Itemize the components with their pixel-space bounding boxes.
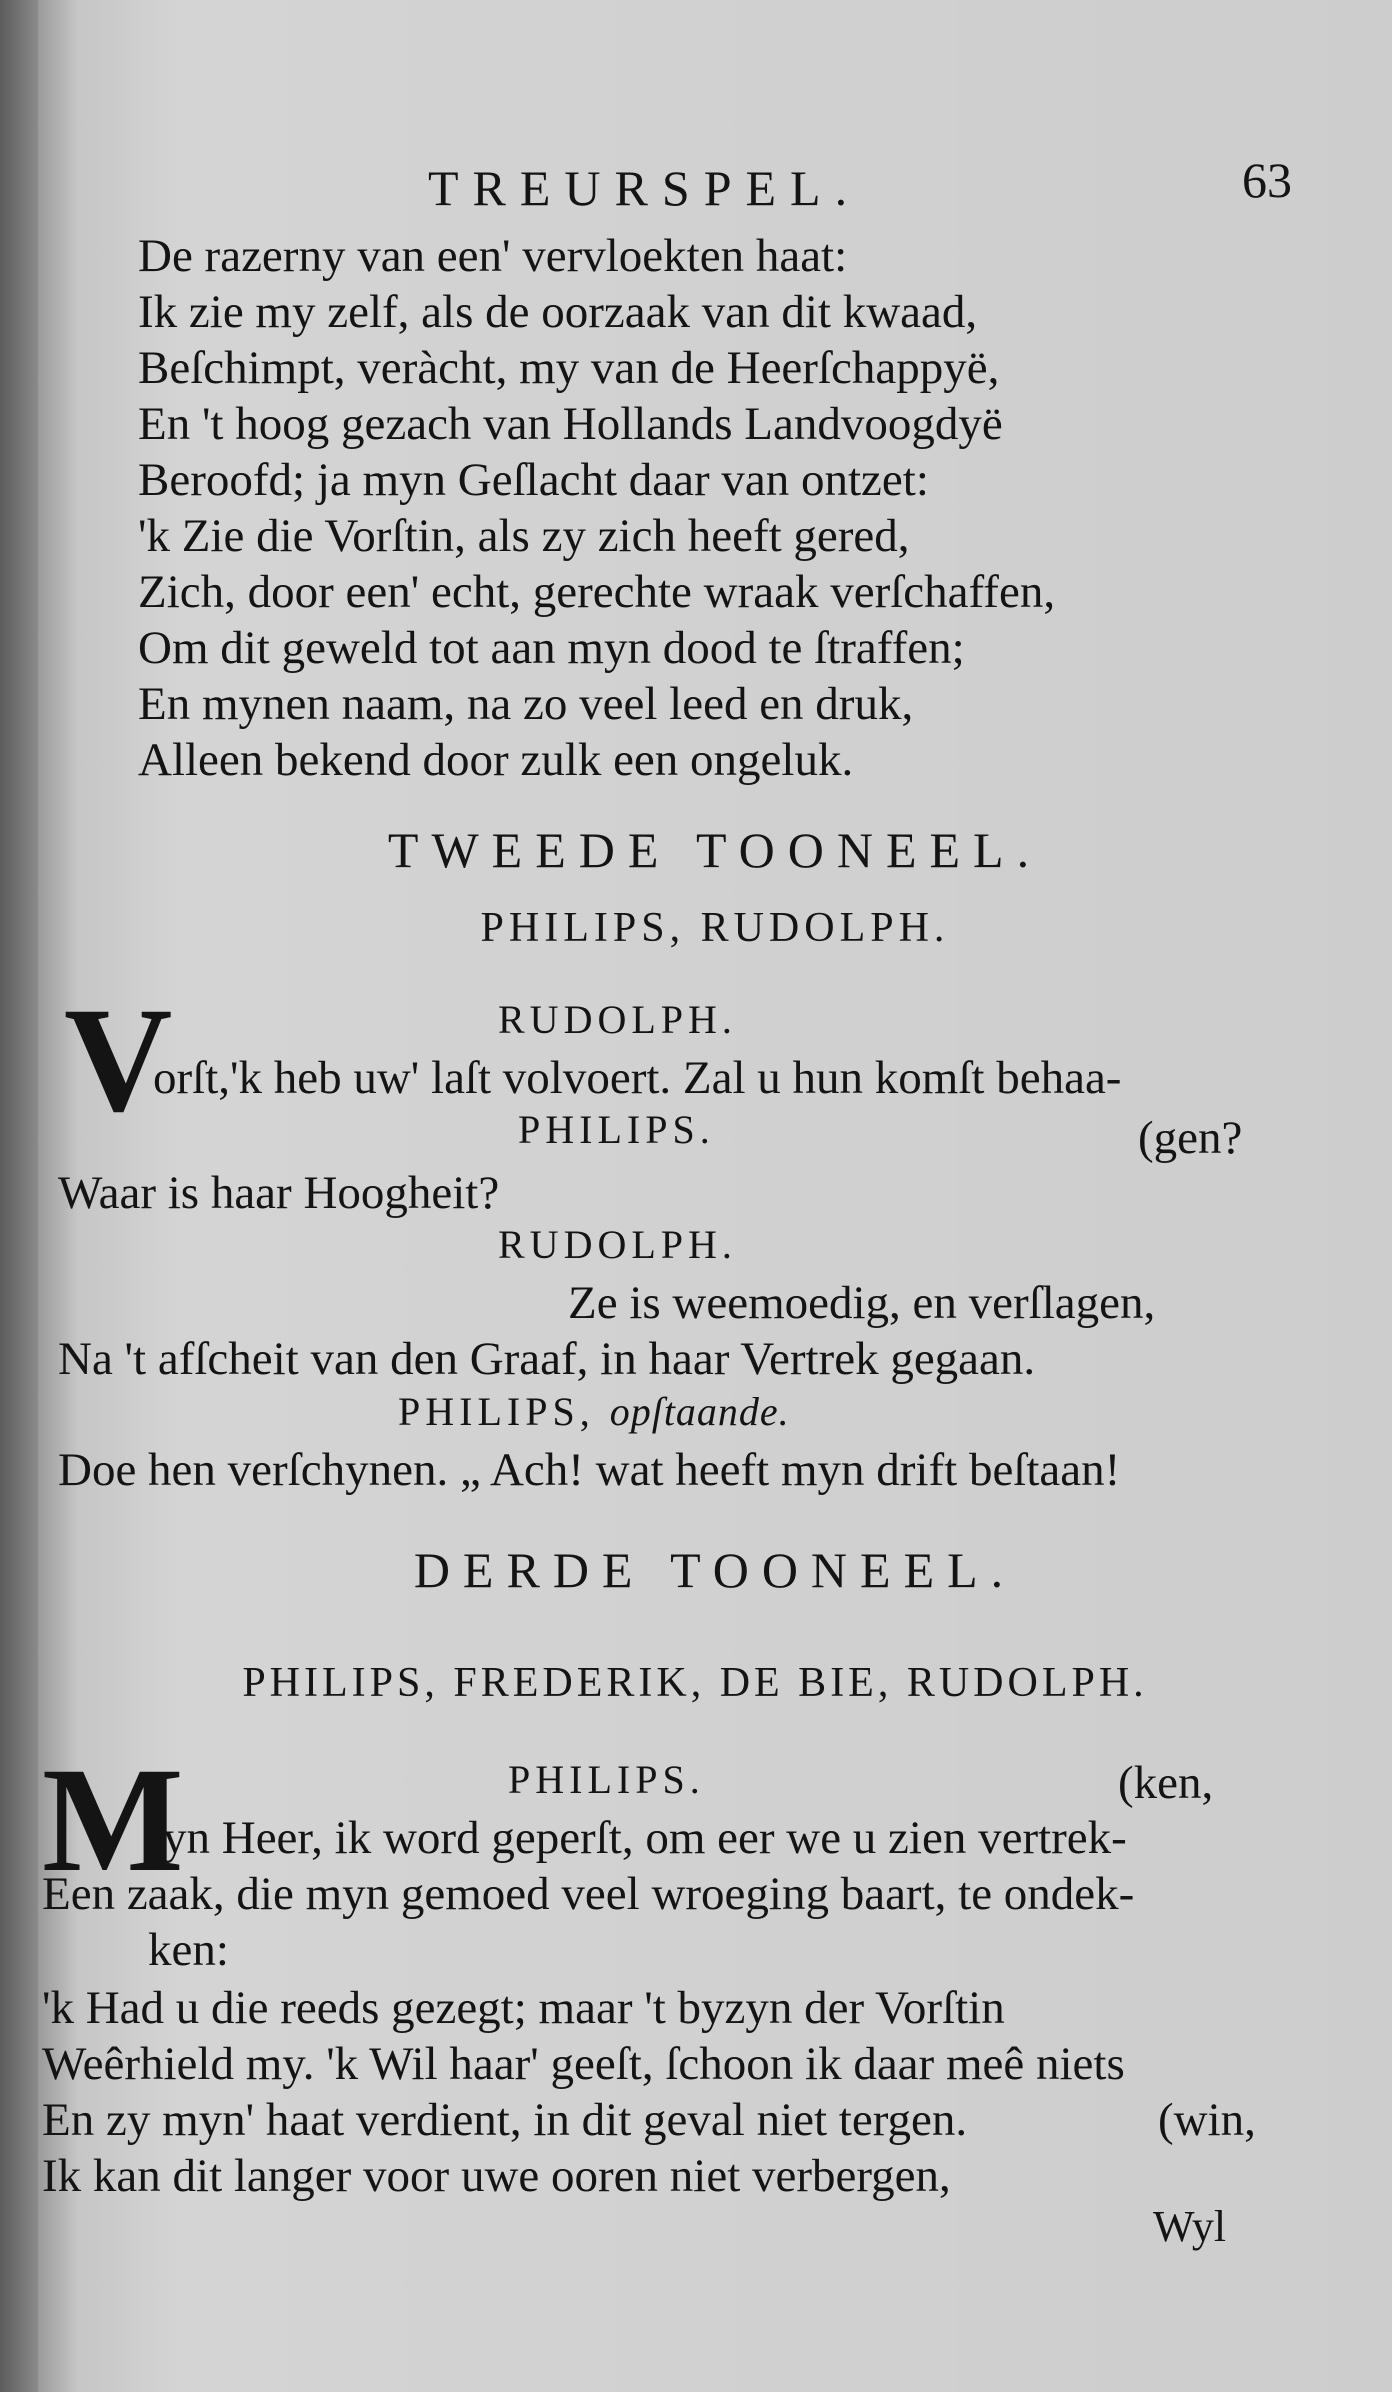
speech-line: Doe hen verſchynen. „ Ach! wat heeft myn drift beſtaan!	[58, 1444, 1121, 1496]
verse-line: En mynen naam, na zo veel leed en druk,	[138, 678, 914, 730]
page-header	[398, 150, 1298, 220]
speech-line: En zy myn' haat verdient, in dit geval niet tergen.	[42, 2094, 968, 2146]
verse-line: Zich, door een' echt, gerechte wraak verſchaffen,	[138, 566, 1056, 618]
verse-passage	[138, 228, 1318, 788]
verse-line: Alleen bekend door zulk een ongeluk.	[138, 734, 854, 786]
speech-line: Ze is weemoedig, en verſlagen,	[568, 1277, 1156, 1329]
speaker-name: RUDOLPH.	[498, 1222, 737, 1267]
verse-line: En 't hoog gezach van Hollands Landvoogdyë	[138, 398, 1003, 450]
speech-line: Ik kan dit langer voor uwe ooren niet verbergen,	[42, 2150, 951, 2202]
speaker-name: PHILIPS,	[398, 1389, 595, 1434]
speech-line: 'k Had u die reeds gezegt; maar 't byzyn der Vorſtin	[42, 1982, 1005, 2034]
speech-line: yn Heer, ik word geperſt, om eer we u zien vertrek-	[163, 1812, 1127, 1864]
scene-title: DERDE TOONEEL.	[413, 1542, 1017, 1598]
speech-line: Weêrhield my. 'k Wil haar' geeſt, ſchoon ik daar meê niets	[42, 2038, 1125, 2090]
speaker-name: PHILIPS.	[508, 1757, 705, 1802]
verse-line: Om dit geweld tot aan myn dood te ſtraffen;	[138, 622, 965, 674]
book-gutter	[0, 0, 38, 2392]
speaker-name: PHILIPS.	[518, 1107, 715, 1152]
catchword: Wyl	[1153, 2202, 1227, 2251]
turnover-text: (ken,	[1118, 1757, 1214, 1809]
turnover-text: (gen?	[1138, 1112, 1243, 1164]
stage-direction: opſtaande.	[609, 1389, 790, 1434]
speaker-name: RUDOLPH.	[498, 997, 737, 1042]
running-title: TREURSPEL.	[428, 160, 862, 216]
page-number: 63	[1242, 152, 1292, 208]
speech-line: Waar is haar Hoogheit?	[58, 1167, 500, 1219]
scene-title: TWEEDE TOONEEL.	[387, 822, 1043, 878]
verse-line: Ik zie my zelf, als de oorzaak van dit kwaad,	[138, 286, 978, 338]
verse-line: De razerny van een' vervloekten haat:	[138, 230, 848, 282]
speech-line: Na 't afſcheit van den Graaf, in haar Vertrek gegaan.	[58, 1333, 1036, 1385]
verse-line: Beſchimpt, veràcht, my van de Heerſchappyë,	[138, 342, 1000, 394]
speech-line: Een zaak, die myn gemoed veel wroeging baart, te ondek-	[42, 1868, 1135, 1920]
verse-line: Beroofd; ja myn Geſlacht daar van ontzet:	[138, 454, 929, 506]
speech-line: orſt,'k heb uw' laſt volvoert. Zal u hun komſt behaa-	[153, 1052, 1122, 1104]
drop-cap: M	[42, 1737, 184, 1903]
verse-line: 'k Zie die Vorſtin, als zy zich heeft gered,	[138, 510, 910, 562]
drop-cap: V	[64, 977, 173, 1143]
turnover-text: (win,	[1158, 2094, 1256, 2146]
speech-line: ken:	[148, 1924, 229, 1976]
book-page	[38, 0, 1392, 2392]
speaker-with-direction	[398, 1387, 790, 1437]
cast-list: PHILIPS, FREDERIK, DE BIE, RUDOLPH.	[242, 1660, 1148, 1706]
cast-list: PHILIPS, RUDOLPH.	[480, 905, 950, 951]
